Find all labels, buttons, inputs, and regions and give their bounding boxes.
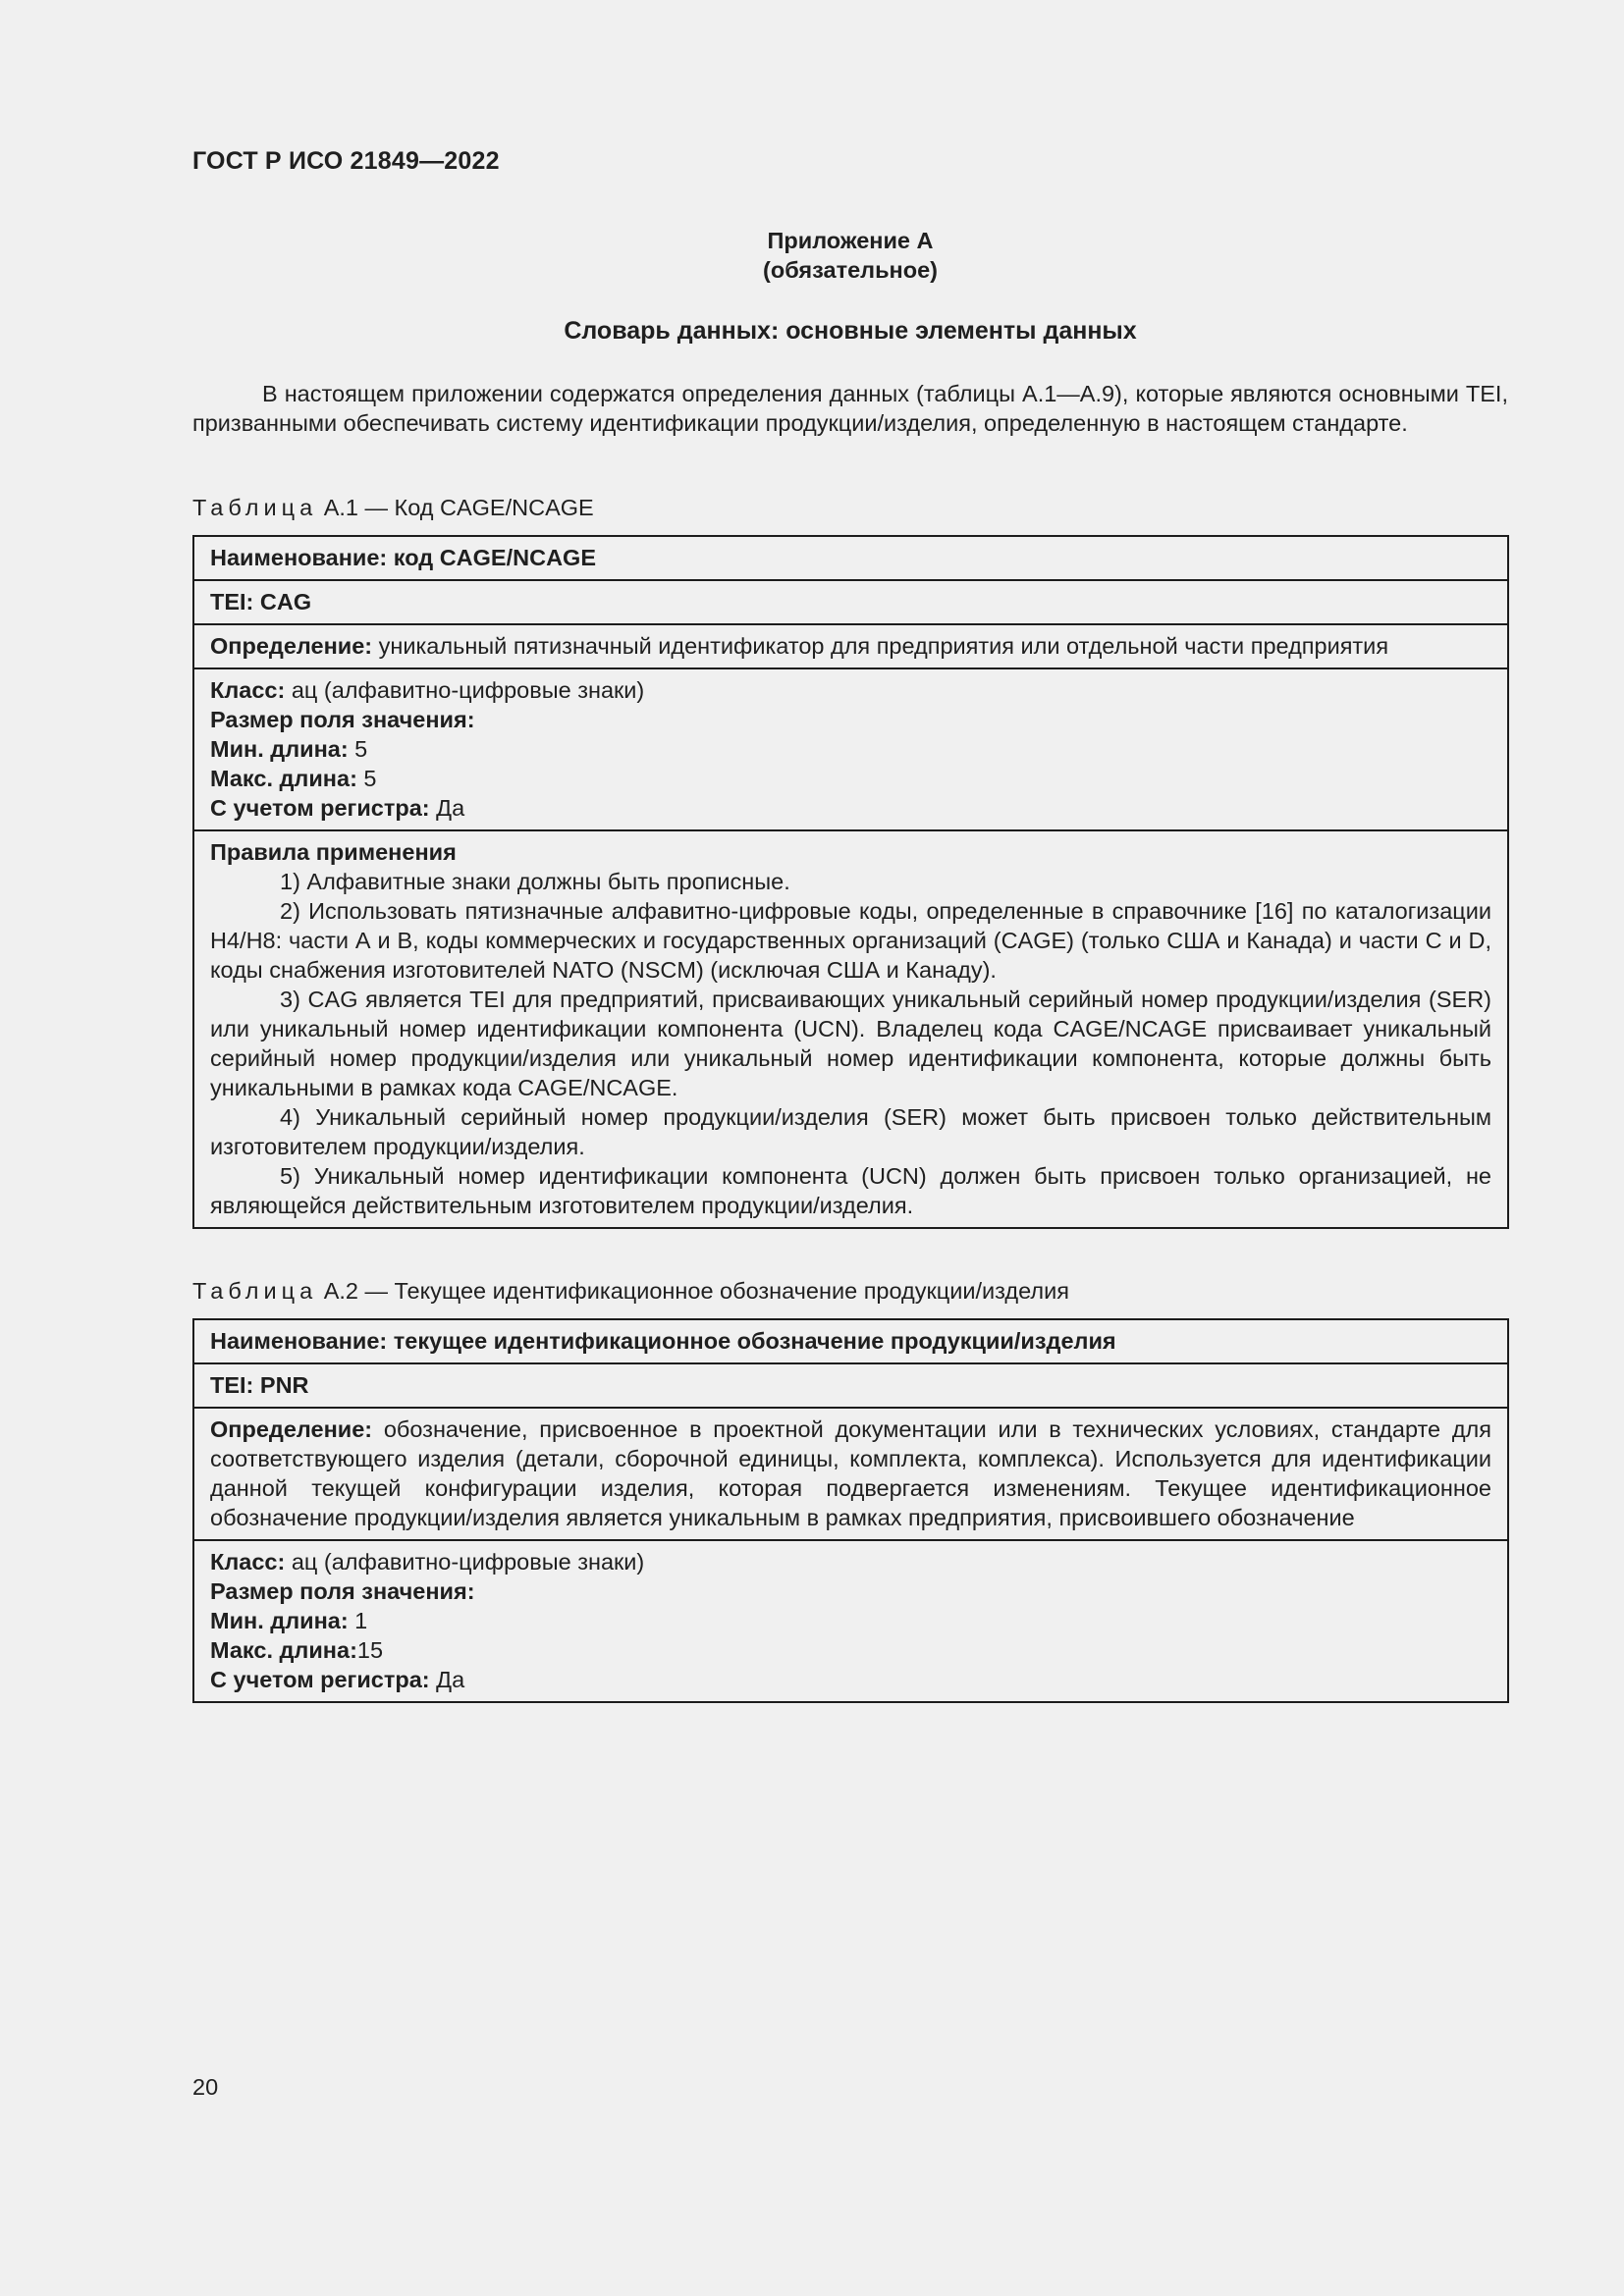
rule-item: 2) Использовать пятизначные алфавитно-цифровые коды, определенные в справочнике [16] по каталогизации Н4/Н8: части А и В, коды коммерческих и государственных организаций (CAGE) (только США и Канада) и части С и D, коды снабжения изготовителей NATO (NSCM) (исключая США и Канаду). [210,898,1491,983]
appendix-title: Приложение А [767,228,934,253]
case-sensitive-line [210,1665,1491,1694]
min-length-label: Мин. длина: [210,736,349,762]
table-row [193,668,1508,830]
appendix-status: (обязательное) [763,257,938,283]
case-sensitive-label: С учетом регистра: [210,795,430,821]
table-a1-tei: TEI: CAG [193,580,1508,624]
table-a1-attributes [193,668,1508,830]
table-a2-caption-label: Таблица [192,1278,318,1304]
class-label: Класс: [210,677,286,703]
table-a2-caption-text: А.2 — Текущее идентификационное обозначение продукции/изделия [323,1278,1069,1304]
table-a2-name: Наименование: текущее идентификационное обозначение продукции/изделия [193,1319,1508,1363]
table-a1 [192,535,1509,1229]
table-row [193,1540,1508,1702]
table-a2-definition [193,1408,1508,1540]
table-a2-tei: TEI: PNR [193,1363,1508,1408]
rule-item: 5) Уникальный номер идентификации компонента (UCN) должен быть присвоен только организацией, не являющейся действительным изготовителем продукции/изделия. [210,1163,1491,1218]
definition-text: уникальный пятизначный идентификатор для предприятия или отдельной части предприятия [372,633,1389,659]
max-length-label: Макс. длина: [210,766,357,791]
size-label: Размер поля значения: [210,1578,475,1604]
document-header: ГОСТ Р ИСО 21849—2022 [192,147,500,175]
table-row [193,1363,1508,1408]
table-a1-rules [193,830,1508,1228]
page-number: 20 [192,2074,219,2100]
max-length-value: 15 [356,1637,384,1663]
class-label: Класс: [210,1549,286,1575]
min-length-value: 5 [348,736,368,762]
table-row [193,830,1508,1228]
rule-item: 1) Алфавитные знаки должны быть прописные. [280,869,790,894]
table-a1-definition [193,624,1508,668]
table-a2-caption [192,1276,1069,1306]
max-length-value: 5 [356,766,377,791]
section-title: Словарь данных: основные элементы данных [564,317,1137,345]
min-length-line [210,734,1491,764]
min-length-line [210,1606,1491,1635]
max-length-label: Макс. длина: [210,1637,357,1663]
table-row [193,536,1508,580]
definition-text: обозначение, присвоенное в проектной документации или в технических условиях, стандарте для соответствующего изделия (детали, сборочной единицы, комплекта, комплекса). Используется для идентификации данной текущей конфигурации изделия, которая подвергается изменениям. Текущее идентификационное обозначение продукции/изделия является уникальным в рамках предприятия, присвоившего обозначение [210,1416,1491,1530]
case-sensitive-value: Да [429,1667,465,1692]
table-a1-caption [192,493,594,522]
table-a2-attributes [193,1540,1508,1702]
max-length-line [210,1635,1491,1665]
intro-paragraph: В настоящем приложении содержатся определения данных (таблицы А.1—А.9), которые являются основными TEI, призванными обеспечивать систему идентификации продукции/изделия, определенную в настоящем стандарте. [192,381,1508,436]
table-row [193,1408,1508,1540]
case-sensitive-line [210,793,1491,823]
case-sensitive-label: С учетом регистра: [210,1667,430,1692]
table-row [193,1319,1508,1363]
class-value: ац (алфавитно-цифровые знаки) [285,677,645,703]
rule-item: 3) CAG является TEI для предприятий, присваивающих уникальный серийный номер продукции/изделия (SER) или уникальный номер идентификации компонента (UCN). Владелец кода CAGE/NCAGE присваивает уникальный серийный номер продукции/изделия или уникальный номер идентификации компонента, которые должны быть уникальными в рамках кода CAGE/NCAGE. [210,987,1491,1100]
table-row [193,580,1508,624]
max-length-line [210,764,1491,793]
definition-label: Определение: [210,1416,373,1442]
table-a1-name: Наименование: код CAGE/NCAGE [193,536,1508,580]
table-a2 [192,1318,1509,1703]
rule-item: 4) Уникальный серийный номер продукции/изделия (SER) может быть присвоен только действительным изготовителем продукции/изделия. [210,1104,1491,1159]
definition-label: Определение: [210,633,373,659]
min-length-label: Мин. длина: [210,1608,349,1633]
table-a1-caption-label: Таблица [192,495,318,520]
table-row [193,624,1508,668]
size-label: Размер поля значения: [210,707,475,732]
rules-title: Правила применения [210,839,457,865]
class-line [210,1547,1491,1576]
class-value: ац (алфавитно-цифровые знаки) [285,1549,645,1575]
class-line [210,675,1491,705]
min-length-value: 1 [348,1608,368,1633]
case-sensitive-value: Да [429,795,465,821]
table-a1-caption-text: А.1 — Код CAGE/NCAGE [323,495,594,520]
appendix-heading [192,226,1508,285]
